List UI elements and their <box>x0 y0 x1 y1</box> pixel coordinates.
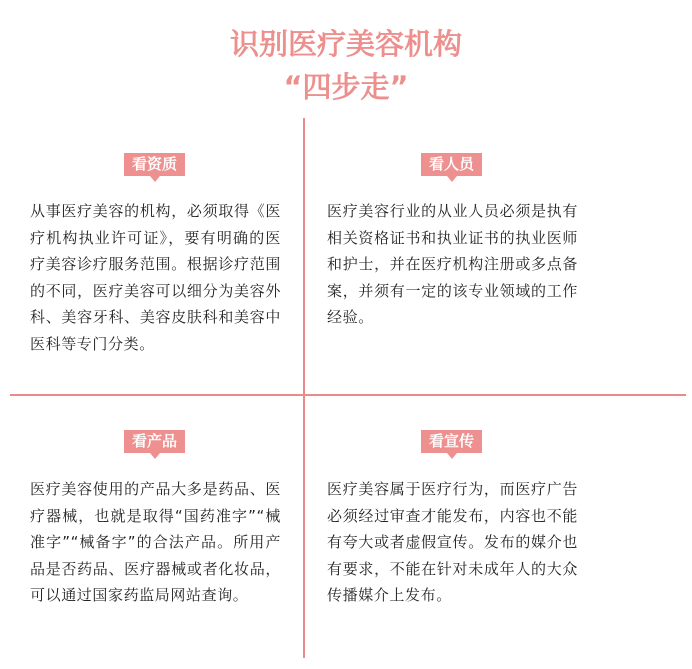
tag-products: 看产品 <box>124 430 185 453</box>
vertical-divider <box>303 118 305 658</box>
title-line-1: 识别医疗美容机构 <box>229 27 462 61</box>
text-products: 医疗美容使用的产品大多是药品、医疗器械，也就是取得“国药准字”“械准字”“械备字”的合法产品。所用产品是否药品、医疗器械或者化妆品，可以通过国家药监局网站查询。 <box>30 480 281 604</box>
tag-qualification: 看资质 <box>124 153 185 176</box>
tag-advertising: 看宣传 <box>421 430 482 453</box>
text-advertising: 医疗美容属于医疗行为，而医疗广告必须经过审查才能发布，内容也不能有夸大或者虚假宣传。发布的媒介也有要求，不能在针对未成年人的大众传播媒介上发布。 <box>327 480 578 604</box>
title-line-2: “四步走” <box>283 70 409 104</box>
text-personnel: 医疗美容行业的从业人员必须是执有相关资格证书和执业证书的执业医师和护士，并在医疗机构注册或多点备案，并须有一定的该专业领域的工作经验。 <box>327 202 578 326</box>
horizontal-divider <box>10 394 686 396</box>
tag-personnel: 看人员 <box>421 153 482 176</box>
text-qualification: 从事医疗美容的机构，必须取得《医疗机构执业许可证》，要有明确的医疗美容诊疗服务范围。根据诊疗范围的不同，医疗美容可以细分为美容外科、美容牙科、美容皮肤科和美容中医科等专门分类。 <box>30 202 281 353</box>
